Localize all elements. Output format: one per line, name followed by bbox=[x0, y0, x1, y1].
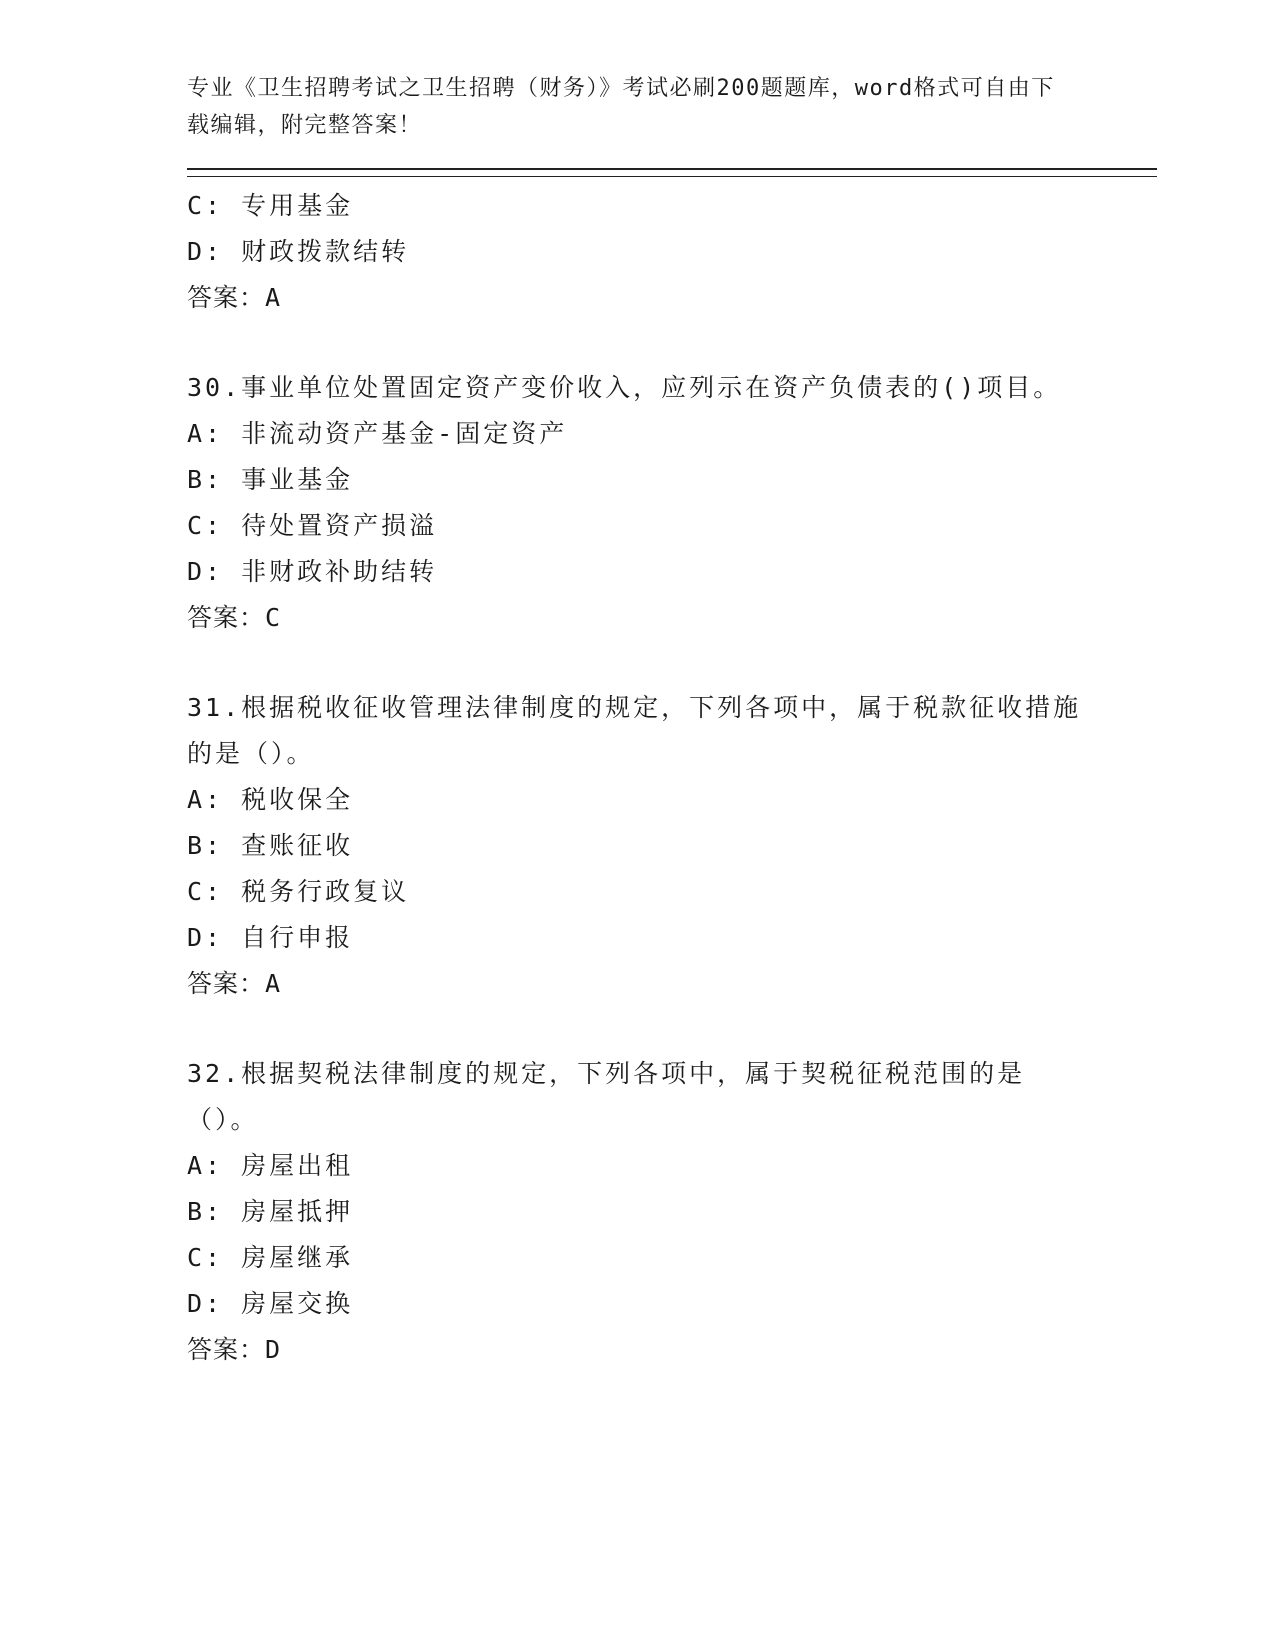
question-stem: 31.根据税收征收管理法律制度的规定，下列各项中，属于税款征收措施的是（）。 bbox=[187, 693, 1082, 768]
question-stem: 32.根据契税法律制度的规定，下列各项中，属于契税征税范围的是（）。 bbox=[187, 1059, 1026, 1134]
question-31 bbox=[187, 685, 1157, 1007]
option-b: B: 房屋抵押 bbox=[187, 1197, 354, 1226]
option-d: D: 非财政补助结转 bbox=[187, 557, 438, 586]
option-d: D: 自行申报 bbox=[187, 923, 354, 952]
option-c: C: 税务行政复议 bbox=[187, 877, 410, 906]
option-c: C: 房屋继承 bbox=[187, 1243, 354, 1272]
option-c: C: 待处置资产损溢 bbox=[187, 511, 438, 540]
option-d: D: 房屋交换 bbox=[187, 1289, 354, 1318]
question-32 bbox=[187, 1051, 1157, 1373]
document-page bbox=[187, 70, 1157, 1373]
answer-line: 答案：A bbox=[187, 969, 282, 998]
answer-line: 答案：D bbox=[187, 1335, 282, 1364]
option-a: A: 房屋出租 bbox=[187, 1151, 354, 1180]
option-a: A: 税收保全 bbox=[187, 785, 354, 814]
answer-line: 答案：C bbox=[187, 603, 282, 632]
option-b: B: 查账征收 bbox=[187, 831, 354, 860]
document-header: 专业《卫生招聘考试之卫生招聘（财务）》考试必刷200题题库，word格式可自由下载编辑，附完整答案！ bbox=[187, 76, 1055, 138]
answer-line: 答案：A bbox=[187, 283, 282, 312]
question-29-continued bbox=[187, 183, 1157, 321]
question-30 bbox=[187, 365, 1157, 641]
header-divider bbox=[187, 168, 1157, 177]
option-d: D: 财政拨款结转 bbox=[187, 237, 410, 266]
option-a: A: 非流动资产基金-固定资产 bbox=[187, 419, 568, 448]
option-b: B: 事业基金 bbox=[187, 465, 354, 494]
option-c: C: 专用基金 bbox=[187, 191, 354, 220]
question-stem: 30.事业单位处置固定资产变价收入，应列示在资产负债表的()项目。 bbox=[187, 373, 1062, 402]
